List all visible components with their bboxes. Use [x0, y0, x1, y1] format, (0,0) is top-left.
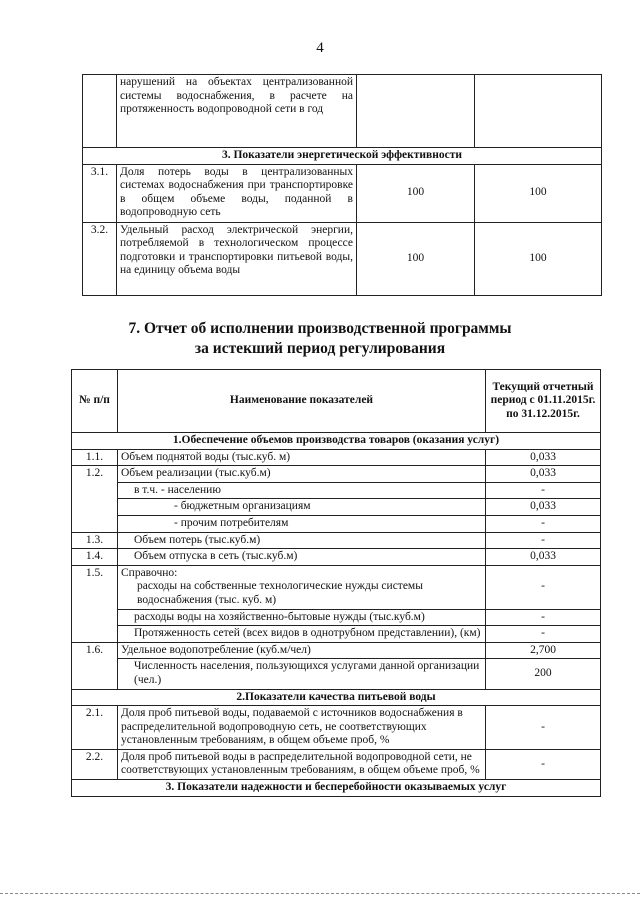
cell-value: - — [486, 565, 601, 609]
cell-num: 1.3. — [72, 532, 118, 549]
cell-value: - — [486, 515, 601, 532]
table-row — [72, 515, 601, 532]
cell-num: 2.1. — [72, 706, 118, 750]
table-row — [83, 75, 602, 148]
section-title: 3. Показатели надежности и бесперебойности оказываемых услуг — [72, 780, 601, 797]
table-row — [72, 706, 601, 750]
cell-value: - — [486, 482, 601, 499]
cell-text: Объем отпуска в сеть (тыс.куб.м) — [118, 549, 486, 566]
heading-line: за истекший период регулирования — [194, 340, 446, 357]
cell-value: 2,700 — [486, 642, 601, 659]
program-report-table — [71, 369, 601, 797]
cell-text: Объем поднятой воды (тыс.куб. м) — [118, 449, 486, 466]
table-row — [72, 549, 601, 566]
cell-value — [357, 75, 475, 148]
header-name: Наименование показателей — [118, 370, 486, 433]
cell-value: 100 — [475, 164, 602, 222]
cell-text: - прочим потребителям — [118, 515, 486, 532]
cell-text: нарушений на объектах централизованной системы водоснабжения, в расчете на протяженность водопроводной сети в год — [117, 75, 357, 148]
cell-num: 2.2. — [72, 749, 118, 779]
table-row — [72, 749, 601, 779]
cell-num: 1.6. — [72, 642, 118, 689]
cell-text: Доля проб питьевой воды, подаваемой с источников водоснабжения в распределительной водопроводную сеть, не соответствующих установленным требованиям, в общем объеме проб, % — [118, 706, 486, 750]
header-row — [72, 370, 601, 433]
cell-value: 0,033 — [486, 449, 601, 466]
cell-text: - бюджетным организациям — [118, 499, 486, 516]
cell-num: 1.1. — [72, 449, 118, 466]
section-row — [83, 148, 602, 165]
cell-num: 3.1. — [83, 164, 117, 222]
cell-num: 1.2. — [72, 466, 118, 483]
cell-num: 1.5. — [72, 565, 118, 642]
energy-efficiency-table — [82, 74, 602, 296]
cell-value: 0,033 — [486, 549, 601, 566]
table-row — [72, 466, 601, 483]
table-row — [72, 499, 601, 516]
cell-num — [72, 482, 118, 499]
cell-num — [83, 75, 117, 148]
section-row — [72, 689, 601, 706]
reference-text: расходы на собственные технологические нужды системы водоснабжения (тыс. куб. м) — [137, 580, 423, 606]
table-row — [72, 449, 601, 466]
cell-text: Протяженность сетей (всех видов в однотрубном представлении), (км) — [118, 626, 486, 643]
table-row — [72, 642, 601, 659]
cell-text: Объем реализации (тыс.куб.м) — [118, 466, 486, 483]
header-num: № п/п — [72, 370, 118, 433]
cell-value: - — [486, 626, 601, 643]
cell-value: - — [486, 609, 601, 626]
cell-value: 100 — [475, 222, 602, 295]
cell-num — [72, 515, 118, 532]
table-row — [72, 565, 601, 609]
section-title: 2.Показатели качества питьевой воды — [72, 689, 601, 706]
cell-text: Объем потерь (тыс.куб.м) — [118, 532, 486, 549]
table-row — [72, 609, 601, 626]
table-row — [83, 222, 602, 295]
page-number: 4 — [316, 40, 324, 56]
cell-text: Численность населения, пользующихся услугами данной организации (чел.) — [118, 659, 486, 689]
reference-label: Справочно: — [121, 566, 178, 579]
heading-line: 7. Отчет об исполнении производственной программы — [128, 320, 512, 337]
table-row — [72, 532, 601, 549]
cell-value — [475, 75, 602, 148]
section-row — [72, 433, 601, 450]
scan-edge-divider — [0, 893, 640, 895]
cell-num — [72, 499, 118, 516]
cell-value: 200 — [486, 659, 601, 689]
cell-value: 100 — [357, 222, 475, 295]
cell-text: Доля потерь воды в централизованных системах водоснабжения при транспортировке в общем объеме воды, поданной в водопроводную сеть — [117, 164, 357, 222]
cell-text: расходы воды на хозяйственно-бытовые нужды (тыс.куб.м) — [118, 609, 486, 626]
section-title: 1.Обеспечение объемов производства товаров (оказания услуг) — [72, 433, 601, 450]
cell-value: 0,033 — [486, 499, 601, 516]
cell-value: - — [486, 706, 601, 750]
cell-num: 3.2. — [83, 222, 117, 295]
section-title: 3. Показатели энергетической эффективности — [83, 148, 602, 165]
cell-value: 0,033 — [486, 466, 601, 483]
table-row — [83, 164, 602, 222]
cell-text — [118, 565, 486, 609]
section-row — [72, 780, 601, 797]
table-row — [72, 626, 601, 643]
cell-value: - — [486, 749, 601, 779]
table-row — [72, 659, 601, 689]
header-period: Текущий отчетный период с 01.11.2015г. по 31.12.2015г. — [486, 370, 601, 433]
table-row — [72, 482, 601, 499]
cell-text: в т.ч. - населению — [118, 482, 486, 499]
cell-text: Удельный расход электрической энергии, потребляемой в технологическом процессе подготовки и транспортировки питьевой воды, на единицу объема воды — [117, 222, 357, 295]
cell-value: 100 — [357, 164, 475, 222]
cell-text: Удельное водопотребление (куб.м/чел) — [118, 642, 486, 659]
cell-num: 1.4. — [72, 549, 118, 566]
cell-text: Доля проб питьевой воды в распределительной водопроводной сети, не соответствующих установленным требованиям, в общем объеме проб, % — [118, 749, 486, 779]
cell-value: - — [486, 532, 601, 549]
section-heading — [0, 319, 640, 359]
